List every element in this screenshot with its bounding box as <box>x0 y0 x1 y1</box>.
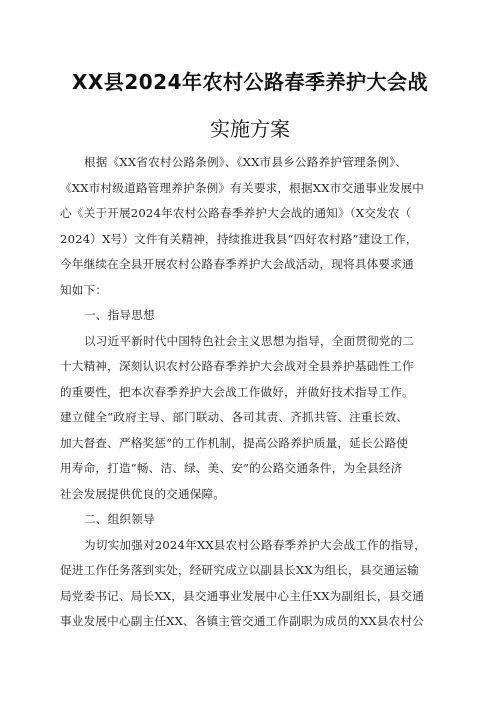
document-subtitle: 实施方案 <box>210 117 290 141</box>
body-line: 事业发展中心副主任XX、各镇主管交通工作副职为成员的XX县农村公 <box>60 614 425 628</box>
body-line: 的重要性，把本次春季养护大会战工作做好，并做好技术指导工作。 <box>60 384 414 399</box>
body-line: 今年继续在全县开展农村公路春季养护大会战活动，现将具体要求通 <box>60 257 414 271</box>
body-line: 2024）X号）文件有关精神，持续推进我县“四好农村路”建设工作， <box>60 231 418 246</box>
body-line: 加大督查、严格奖惩”的工作机制，提高公路养护质量，延长公路使 <box>60 435 409 450</box>
document-title: XX县2024年农村公路春季养护大会战 <box>71 70 428 94</box>
body-line: 一、指导思想 <box>84 308 155 322</box>
body-line: 《XX市村级道路管理养护条例》有关要求，根据XX市交通事业发展中 <box>60 180 425 195</box>
body-line: 促进工作任务落到实处，经研究成立以副县长XX为组长，县交通运输 <box>60 563 419 577</box>
body-line: 为切实加强对2024年XX县农村公路春季养护大会战工作的指导， <box>84 537 427 552</box>
body-line: 社会发展提供优良的交通保障。 <box>60 486 226 501</box>
body-line: 用寿命，打造“畅、洁、绿、美、安”的公路交通条件，为全县经济 <box>60 461 403 475</box>
body-line: 十大精神，深刻认识农村公路春季养护大会战对全县养护基础性工作 <box>60 359 414 373</box>
body-line: 心《关于开展2024年农村公路春季养护大会战的通知》（X交发农（ <box>60 206 412 220</box>
body-line: 以习近平新时代中国特色社会主义思想为指导，全面贯彻党的二 <box>84 333 415 348</box>
body-line: 建立健全“政府主导、部门联动、各司其责、齐抓共管、注重长效、 <box>60 410 409 424</box>
document-body <box>60 150 440 635</box>
body-line: 局党委书记、局长XX，县交通事业发展中心主任XX为副组长，县交通 <box>60 588 425 603</box>
body-line: 根据《XX省农村公路条例》、《XX市县乡公路养护管理条例》、 <box>84 155 408 169</box>
body-line: 二、组织领导 <box>84 512 155 526</box>
body-line: 知如下： <box>60 282 108 297</box>
